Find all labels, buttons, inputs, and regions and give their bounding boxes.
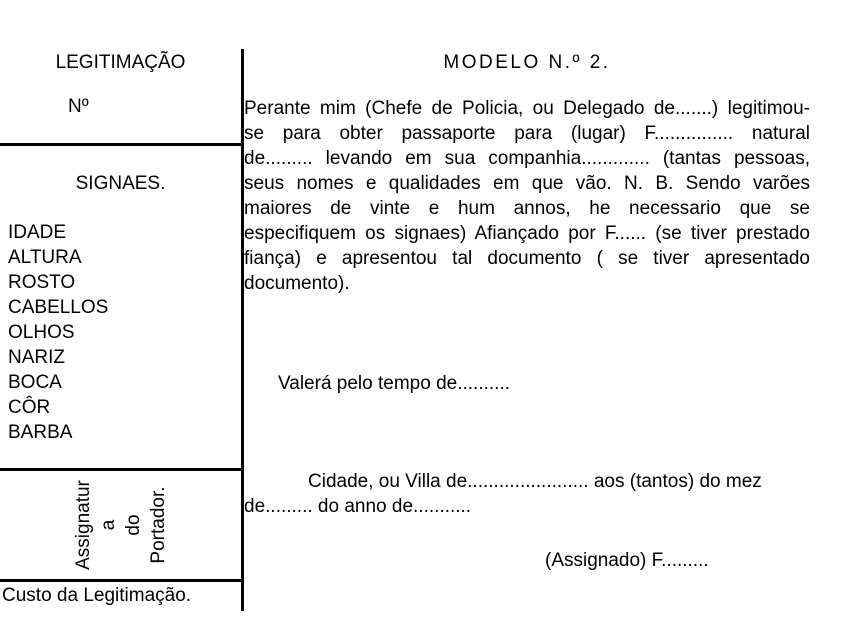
signal-item: ALTURA — [8, 247, 82, 268]
horizontal-divider-bottom — [0, 579, 244, 582]
legitimation-number-label: Nº — [68, 96, 89, 117]
body-line: Perante mim (Chefe de Policia, ou Delegado de.......) legitimou- — [244, 98, 810, 119]
bearer-signature-cell — [0, 471, 241, 579]
body-line: seus nomes e qualidades em que vão. N. B. Sendo varões — [244, 173, 810, 194]
signal-item: BARBA — [8, 422, 73, 443]
horizontal-divider-top — [0, 143, 244, 146]
bearer-signature-rotated-label — [71, 480, 171, 570]
body-paragraph — [244, 96, 810, 296]
body-line: maiores de vinte e hum annos, he necessario que se — [244, 198, 810, 219]
model-heading: MODELO N.º 2. — [443, 52, 611, 73]
signal-item: ROSTO — [8, 272, 76, 293]
signal-item: OLHOS — [8, 322, 75, 343]
bearer-signature-line: Portador. — [147, 486, 169, 564]
body-line: especifiquem os signaes) Afiançado por F...... (se tiver prestado — [244, 223, 810, 244]
signal-item: NARIZ — [8, 347, 65, 368]
signal-item: IDADE — [8, 222, 67, 243]
place-date-block — [244, 469, 820, 519]
signature-line: (Assignado) F......... — [545, 550, 709, 571]
signal-item: BOCA — [8, 372, 62, 393]
body-line: documento). — [244, 273, 350, 294]
body-line: fiança) e apresentou tal documento ( se tiver apresentado — [244, 248, 810, 269]
signal-item: CÔR — [8, 397, 51, 418]
place-date-line: Cidade, ou Villa de....................... aos (tantos) do mez — [308, 471, 762, 492]
bearer-signature-line: Assignatur — [72, 480, 94, 570]
signal-item: CABELLOS — [8, 297, 109, 318]
validity-line: Valerá pelo tempo de.......... — [278, 373, 510, 394]
left-panel-title: LEGITIMAÇÃO — [55, 52, 186, 73]
signaes-heading: SIGNAES. — [75, 173, 166, 194]
signal-items-list — [8, 220, 108, 445]
place-date-line: de......... do anno de........... — [244, 496, 472, 517]
cost-label: Custo da Legitimação. — [2, 585, 192, 606]
body-line: se para obter passaporte para (lugar) F............... natural — [244, 123, 810, 144]
bearer-signature-line: do — [122, 514, 144, 536]
body-line: de......... levando em sua companhia............. (tantas pessoas, — [244, 148, 810, 169]
bearer-signature-line: a — [97, 519, 119, 531]
